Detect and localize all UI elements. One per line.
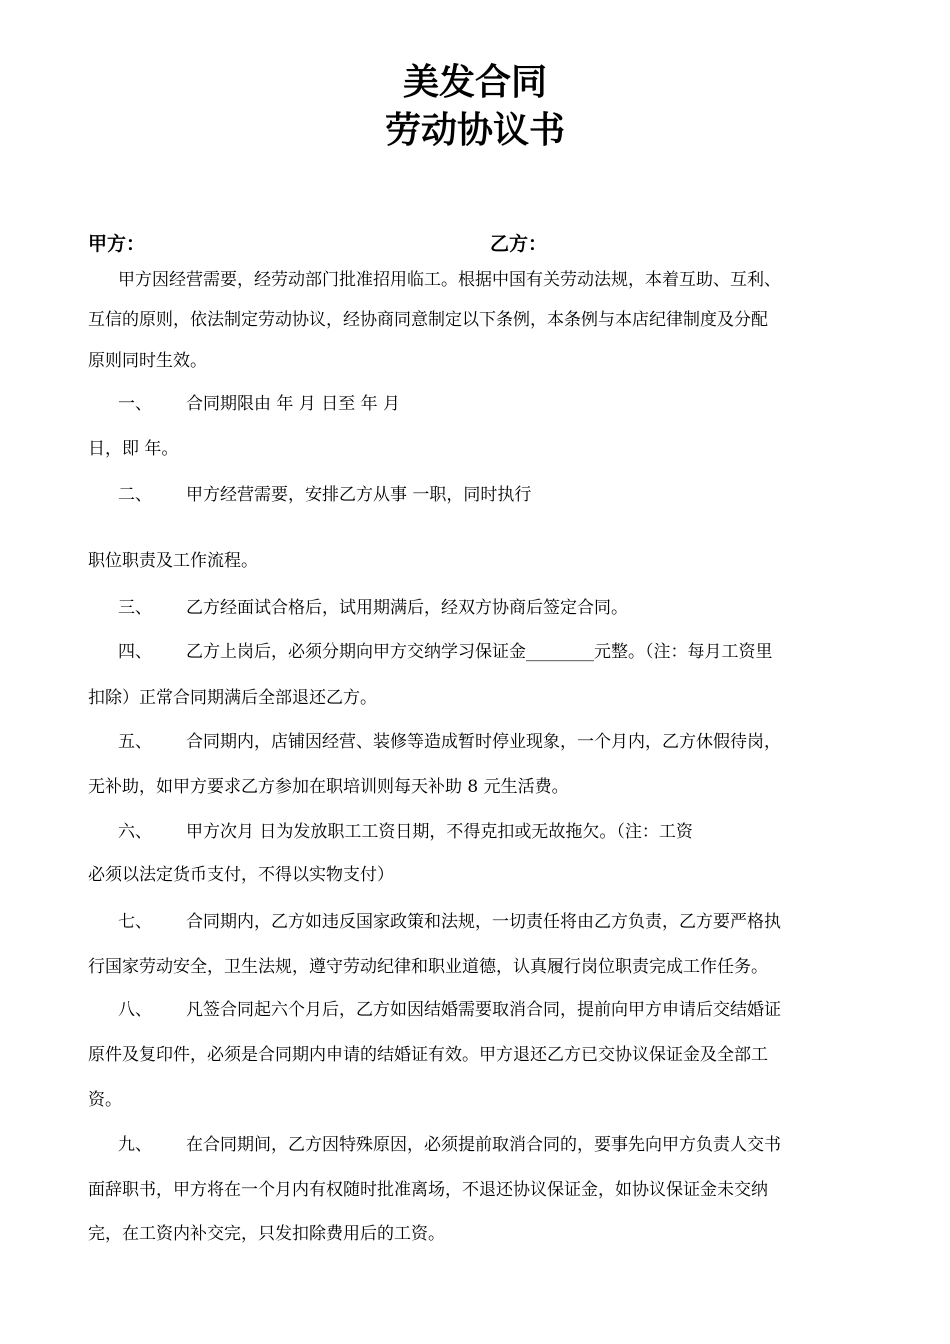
clause-text: 凡签合同起六个月后，乙方如因结婚需要取消合同，提前向甲方申请后交结婚证 (186, 1000, 781, 1020)
clause-6 (118, 817, 908, 842)
intro-line-1: 甲方因经营需要，经劳动部门批准招用临工。根据中国有关劳动法规，本着互助、互利、 (118, 270, 781, 290)
clause-text: 合同期限由 年 月 日至 年 月 (186, 394, 401, 414)
clause-number: 九、 (118, 1135, 152, 1155)
clause-1-cont: 日，即 年。 (88, 439, 179, 459)
clause-number: 六、 (118, 822, 152, 842)
clause-5 (118, 727, 908, 752)
clause-text: 在合同期间，乙方因特殊原因，必须提前取消合同的，要事先向甲方负责人交书 (186, 1135, 781, 1155)
clause-2 (118, 480, 908, 505)
document-subtitle: 劳动协议书 (384, 110, 565, 151)
intro-line-3: 原则同时生效。 (88, 351, 207, 371)
clause-6-cont: 必须以法定货币支付，不得以实物支付） (88, 865, 394, 885)
clause-8-cont-2: 资。 (88, 1090, 122, 1110)
clause-number: 八、 (118, 1000, 152, 1020)
party-a-label: 甲方： (88, 233, 146, 255)
clause-9 (118, 1130, 908, 1155)
clause-4-cont: 扣除）正常合同期满后全部退还乙方。 (88, 688, 377, 708)
clause-number: 四、 (118, 642, 152, 662)
clause-9-cont: 面辞职书，甲方将在一个月内有权随时批准离场，不退还协议保证金，如协议保证金未交纳 (88, 1180, 768, 1200)
clause-number: 五、 (118, 732, 152, 752)
clause-text: 合同期内，乙方如违反国家政策和法规，一切责任将由乙方负责，乙方要严格执 (186, 912, 781, 932)
clause-text: 乙方上岗后，必须分期向甲方交纳学习保证金________元整。（注：每月工资里 (186, 642, 773, 662)
clause-number: 七、 (118, 912, 152, 932)
intro-line-2: 互信的原则，依法制定劳动协议，经协商同意制定以下条例，本条例与本店纪律制度及分配 (88, 310, 768, 330)
clause-number: 二、 (118, 485, 152, 505)
clause-text: 乙方经面试合格后，试用期满后，经双方协商后签定合同。 (186, 598, 628, 618)
clause-9-cont-2: 完，在工资内补交完，只发扣除费用后的工资。 (88, 1224, 445, 1244)
clause-text: 甲方经营需要，安排乙方从事 一职，同时执行 (186, 485, 532, 505)
clause-number: 一、 (118, 394, 152, 414)
clause-1 (118, 389, 908, 414)
clause-number: 三、 (118, 598, 152, 618)
clause-5-cont: 无补助，如甲方要求乙方参加在职培训则每天补助 8 元生活费。 (88, 777, 569, 797)
clause-7-cont: 行国家劳动安全，卫生法规，遵守劳动纪律和职业道德，认真履行岗位职责完成工作任务。 (88, 957, 768, 977)
clause-4 (118, 637, 908, 662)
clause-text: 甲方次月 日为发放职工工资日期，不得克扣或无故拖欠。（注：工资 (186, 822, 693, 842)
party-b-label: 乙方： (490, 233, 548, 255)
clause-8 (118, 995, 908, 1020)
clause-2-cont: 职位职责及工作流程。 (88, 551, 258, 571)
clause-8-cont: 原件及复印件，必须是合同期内申请的结婚证有效。甲方退还乙方已交协议保证金及全部工 (88, 1045, 768, 1065)
clause-text: 合同期内，店铺因经营、装修等造成暂时停业现象，一个月内，乙方休假待岗， (186, 732, 781, 752)
clause-3 (118, 593, 908, 618)
clause-7 (118, 907, 908, 932)
document-title: 美发合同 (402, 62, 547, 103)
